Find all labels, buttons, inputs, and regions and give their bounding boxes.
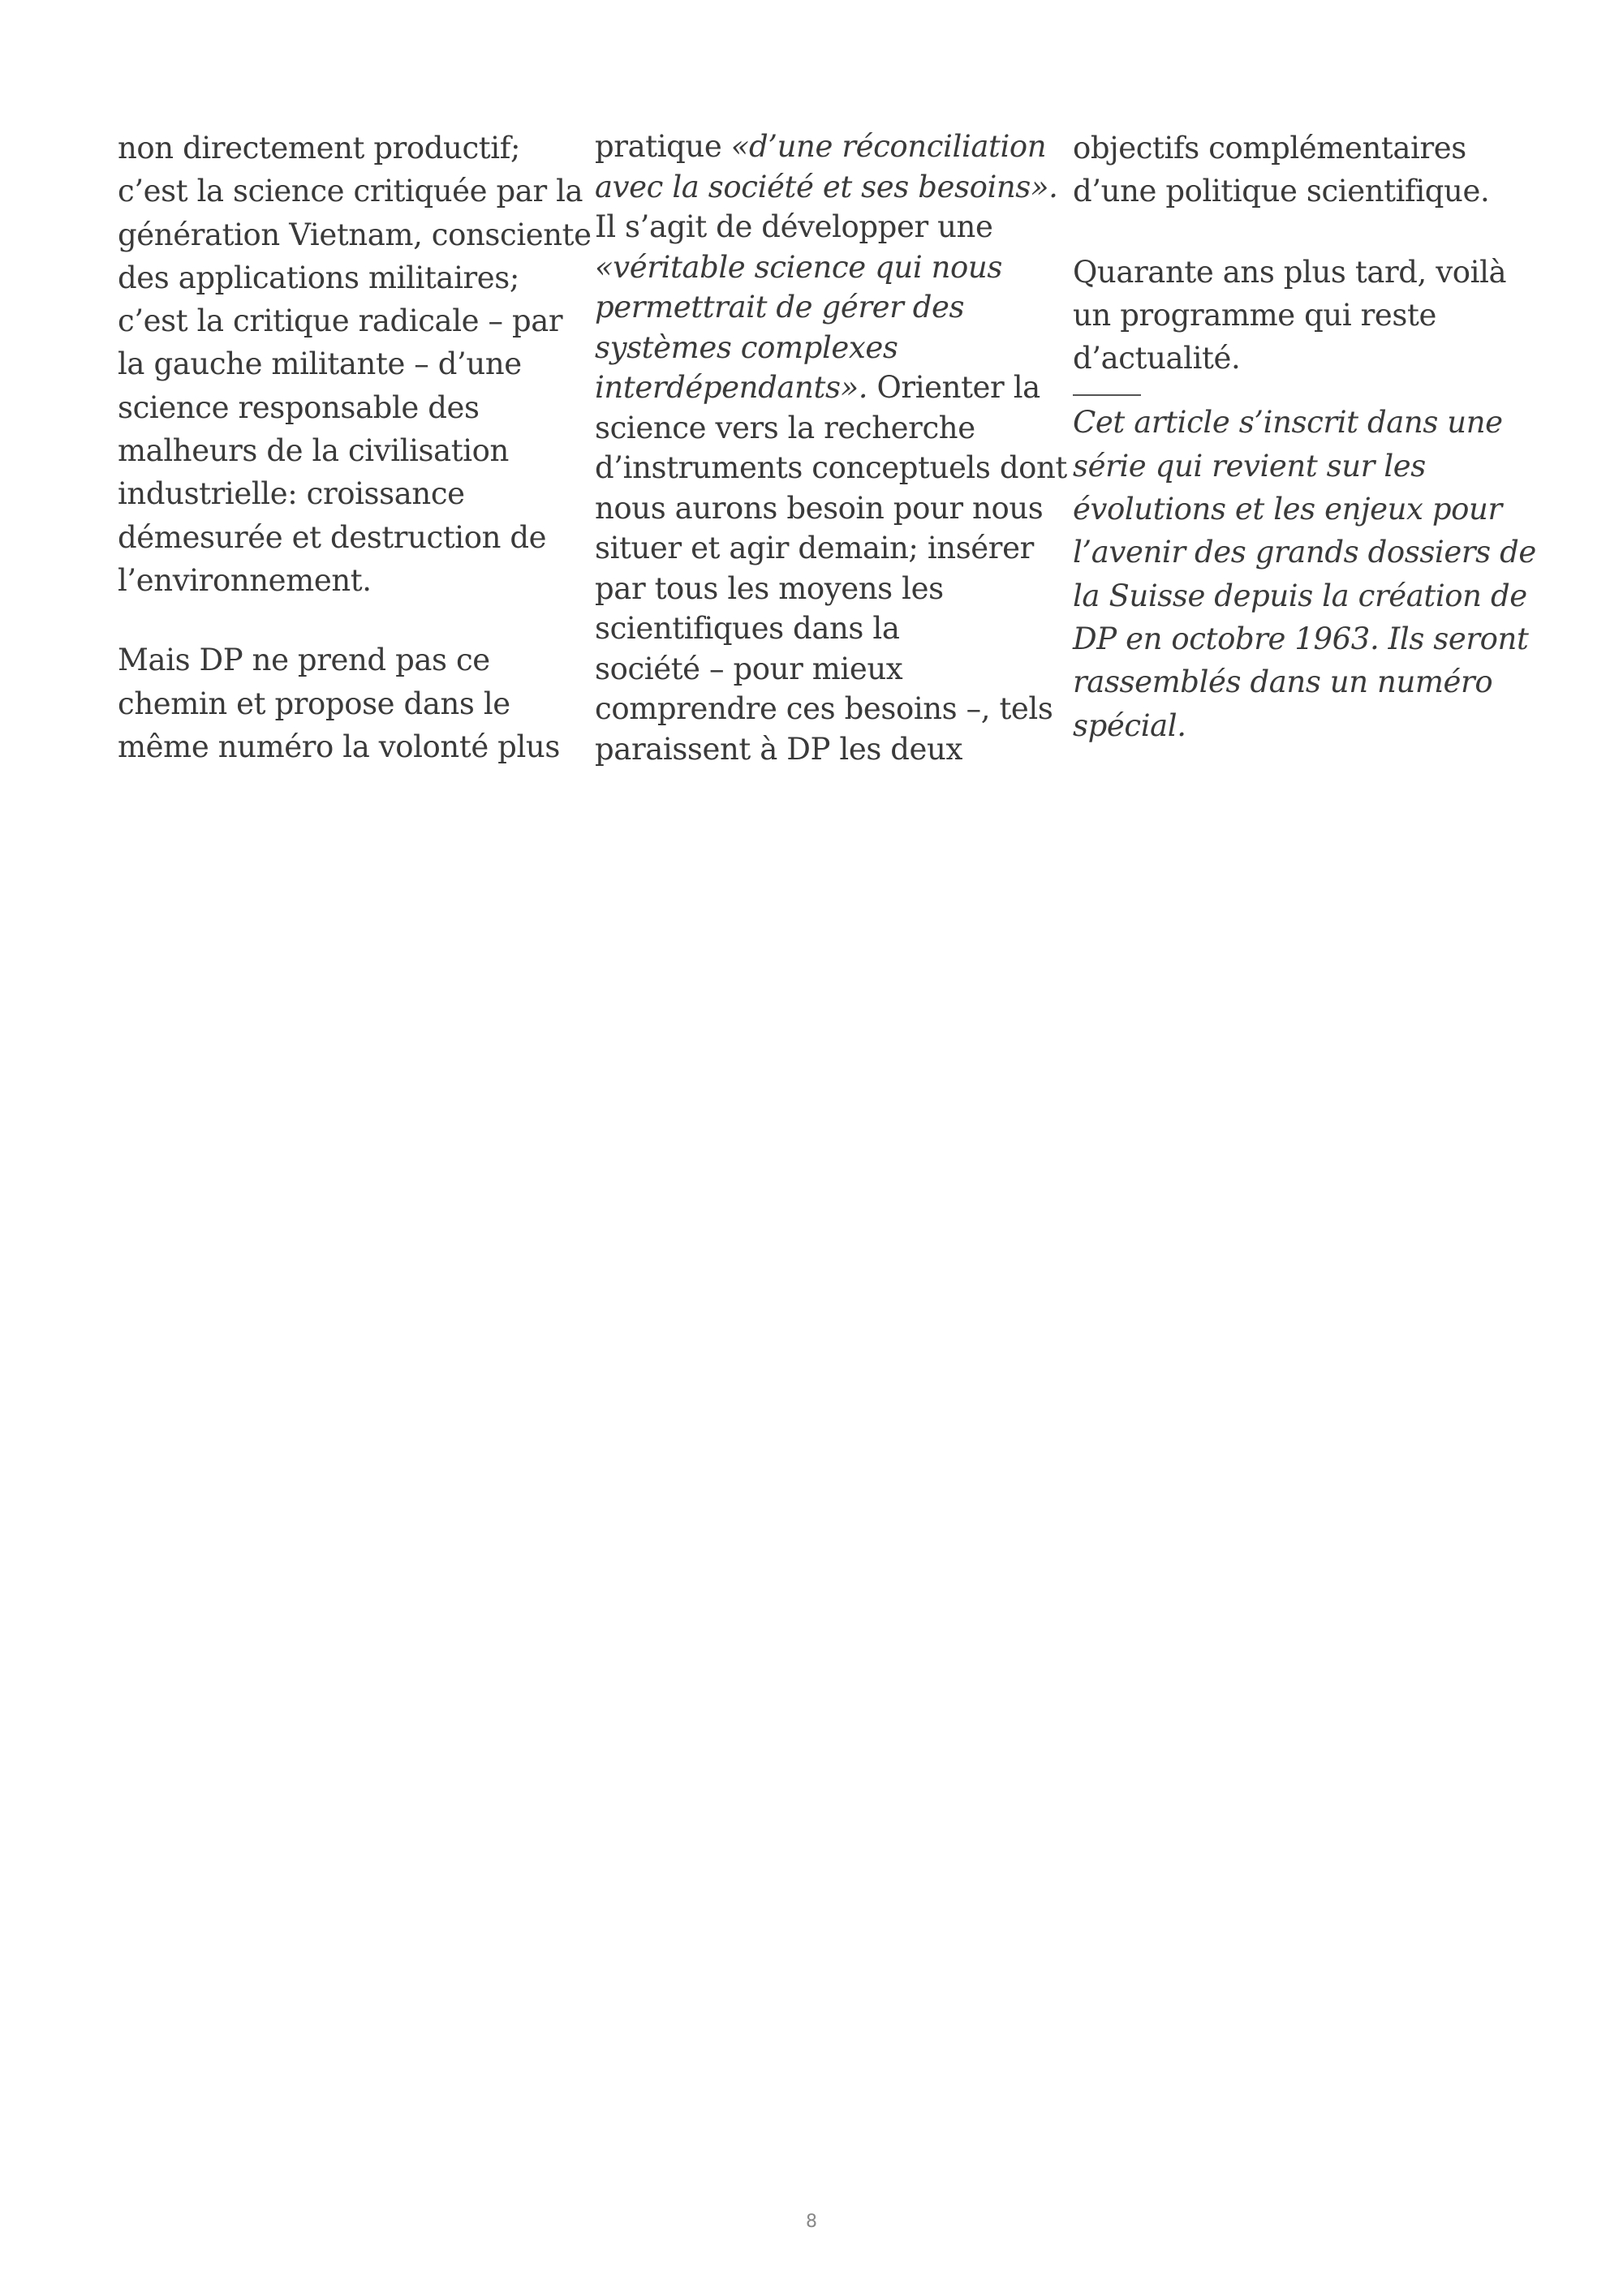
text-line: chemin et propose dans le	[118, 686, 510, 721]
quote-line: avec la société et ses besoins».	[595, 169, 1058, 204]
text-column-1	[118, 127, 592, 768]
text-run: pratique	[595, 129, 731, 164]
text-run: Orienter la	[867, 370, 1040, 405]
paragraph-gap	[118, 602, 592, 638]
text-line: science responsable des	[118, 389, 480, 425]
paragraph	[1073, 127, 1536, 213]
footnote-line: rassemblés dans un numéro	[1073, 664, 1493, 700]
text-line	[595, 127, 1067, 167]
text-line: objectifs complémentaires	[1073, 131, 1466, 166]
paragraph	[1073, 251, 1536, 381]
footnote	[1073, 401, 1536, 746]
text-line: non directement productif;	[118, 131, 521, 166]
text-line: un programme qui reste	[1073, 297, 1436, 333]
text-line: d’instruments conceptuels dont	[595, 450, 1067, 485]
text-line: la gauche militante – d’une	[118, 346, 522, 382]
paragraph	[118, 127, 592, 602]
text-line: société – pour mieux	[595, 651, 903, 686]
text-line: des applications militaires;	[118, 260, 519, 295]
text-line: Il s’agit de développer une	[595, 209, 993, 244]
quote-run: interdépendants».	[595, 370, 868, 405]
text-line: paraissent à DP les deux	[595, 731, 962, 767]
text-line: comprendre ces besoins –, tels	[595, 691, 1053, 726]
quote-line: «véritable science qui nous	[595, 249, 1002, 285]
text-line: c’est la critique radicale – par	[118, 303, 563, 339]
text-line: malheurs de la civilisation	[118, 433, 509, 469]
quote-line: permettrait de gérer des	[595, 290, 965, 325]
footnote-line: l’avenir des grands dossiers de	[1073, 535, 1536, 570]
footnote-line: Cet article s’inscrit dans une	[1073, 405, 1503, 441]
text-line: démesurée et destruction de	[118, 519, 547, 555]
footnote-line: évolutions et les enjeux pour	[1073, 492, 1502, 527]
text-column-3	[1073, 127, 1536, 747]
footnote-line: DP en octobre 1963. Ils seront	[1073, 621, 1529, 656]
paragraph	[595, 127, 1067, 769]
text-line: situer et agir demain; insérer	[595, 531, 1034, 565]
text-line: génération Vietnam, consciente	[118, 217, 592, 252]
text-line: d’actualité.	[1073, 341, 1241, 376]
text-line: industrielle: croissance	[118, 476, 465, 512]
text-line: scientifiques dans la	[595, 611, 900, 646]
paragraph	[118, 638, 592, 768]
text-line: par tous les moyens les	[595, 570, 944, 606]
text-line: science vers la recherche	[595, 410, 975, 445]
text-line: Quarante ans plus tard, voilà	[1073, 254, 1507, 290]
footnote-line: spécial.	[1073, 707, 1186, 743]
text-column-2	[595, 127, 1067, 769]
quote-run: «d’une réconciliation	[730, 129, 1047, 164]
text-line	[595, 368, 1067, 408]
text-line: d’une politique scientifique.	[1073, 174, 1490, 209]
footnote-line: la Suisse depuis la création de	[1073, 578, 1527, 613]
text-line: nous aurons besoin pour nous	[595, 490, 1044, 526]
text-line: c’est la science critiquée par la	[118, 174, 583, 209]
footnote-line: série qui revient sur les	[1073, 448, 1426, 484]
text-line: l’environnement.	[118, 562, 372, 598]
text-line: Mais DP ne prend pas ce	[118, 643, 490, 678]
quote-line: systèmes complexes	[595, 329, 898, 365]
text-line: même numéro la volonté plus	[118, 729, 560, 764]
page-number: 8	[806, 2212, 817, 2232]
footnote-divider	[1073, 394, 1141, 396]
paragraph-gap	[1073, 213, 1536, 251]
